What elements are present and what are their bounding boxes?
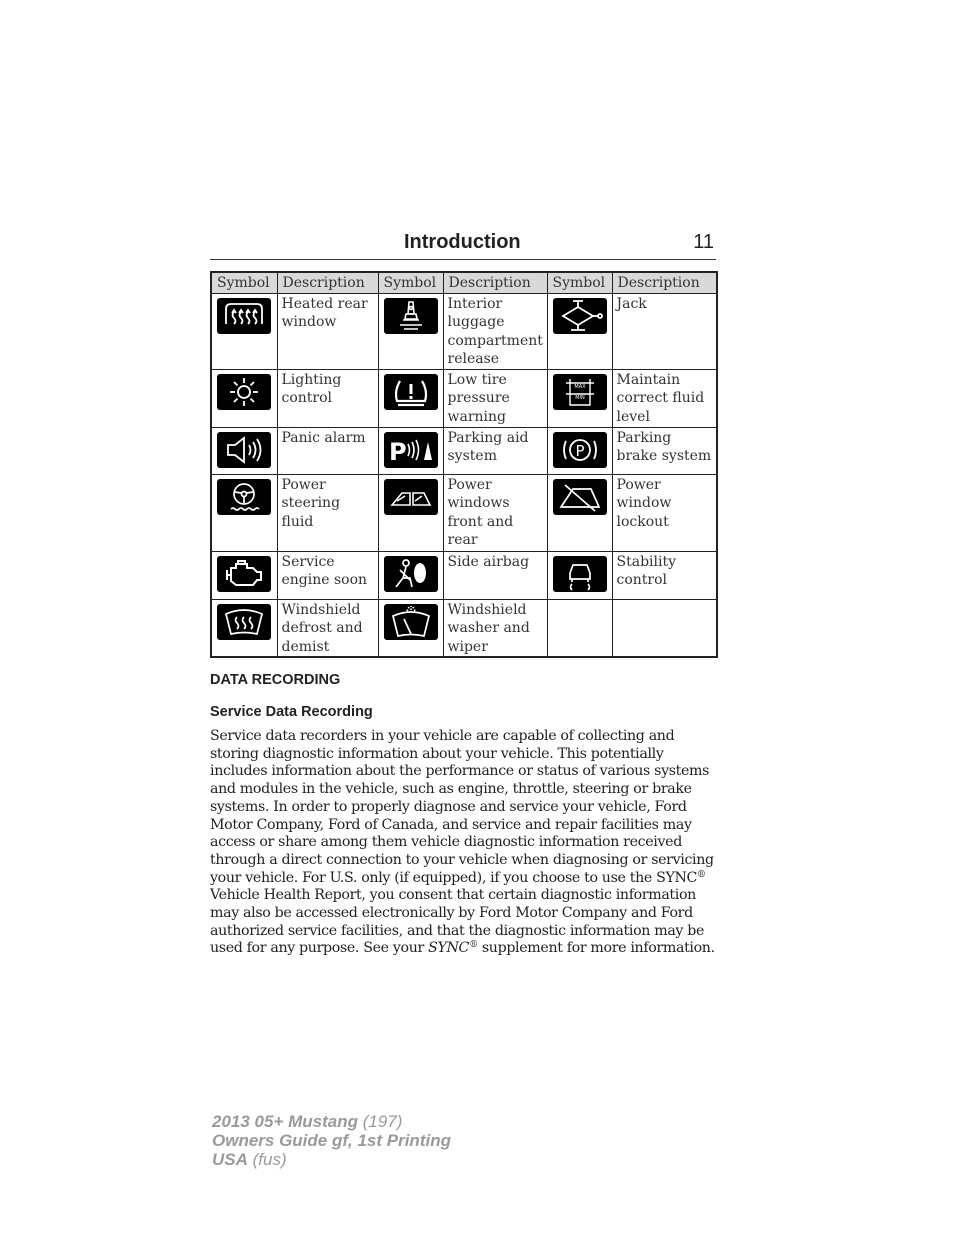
fluid-min-label: MIN xyxy=(574,394,585,401)
table-cell: Windshield washer and wiper xyxy=(443,599,547,657)
table-cell: Heated rear window xyxy=(277,293,378,369)
column-header: Description xyxy=(612,272,717,293)
table-row xyxy=(211,293,717,369)
footer-code: (197) xyxy=(358,1112,403,1131)
panic-alarm-icon xyxy=(217,432,271,468)
fluid-max-label: MAX xyxy=(573,383,586,390)
power-windows-icon xyxy=(384,479,438,515)
empty-cell xyxy=(547,599,612,657)
footer-line-1 xyxy=(212,1112,451,1131)
jack-icon xyxy=(553,298,607,334)
table-cell: Power steering fluid xyxy=(277,474,378,551)
page-title: Introduction xyxy=(404,231,521,253)
table-cell: Stability control xyxy=(612,551,717,599)
interior-luggage-release-icon xyxy=(384,298,438,334)
table-cell: Maintain correct fluid level xyxy=(612,369,717,427)
parking-aid-letter: P xyxy=(388,437,407,466)
column-header: Description xyxy=(277,272,378,293)
windshield-washer-icon xyxy=(384,604,438,640)
window-lockout-icon xyxy=(553,479,607,515)
parking-brake-icon xyxy=(553,432,607,468)
paragraph-text: supplement for more information. xyxy=(477,940,715,957)
table-cell: Low tire pressure warning xyxy=(443,369,547,427)
table-cell: Windshield defrost and demist xyxy=(277,599,378,657)
page-header xyxy=(210,229,716,260)
parking-brake-letter: P xyxy=(574,441,585,460)
section-heading: DATA RECORDING xyxy=(210,672,341,688)
footer-market-code: (fus) xyxy=(247,1150,287,1169)
subsection-heading: Service Data Recording xyxy=(210,704,373,720)
parking-aid-icon xyxy=(384,432,438,468)
paragraph-text: Service data recorders in your vehicle are capable of collecting and storing diagnostic information about your vehicle. This potentially includes information about the performance or status of various systems and modules in the vehicle, such as engine, throttle, steering or brake systems. In order to properly diagnose and service your vehicle, Ford Motor Company, Ford of Canada, and service and repair facilities may access or share among them vehicle diagnostic information received through a direct connection to your vehicle when diagnosing or servicing your vehicle. For U.S. only (if equipped), if you choose to use the SYNC xyxy=(210,728,714,886)
symbols-table xyxy=(210,271,718,658)
empty-cell xyxy=(612,599,717,657)
footer-line-2 xyxy=(212,1131,451,1150)
footer-market: USA xyxy=(212,1150,248,1169)
column-header: Symbol xyxy=(211,272,277,293)
table-cell: Panic alarm xyxy=(277,427,378,474)
fluid-level-icon xyxy=(553,374,607,410)
column-header: Symbol xyxy=(547,272,612,293)
registered-mark: ® xyxy=(469,940,478,951)
power-steering-fluid-icon xyxy=(217,479,271,515)
table-cell: Jack xyxy=(612,293,717,369)
table-cell: Interior luggage compartment release xyxy=(443,293,547,369)
stability-control-icon xyxy=(553,556,607,592)
footer-edition: Owners Guide gf, 1st Printing xyxy=(212,1131,451,1150)
page-number: 11 xyxy=(693,231,714,253)
lighting-control-icon xyxy=(217,374,271,410)
table-row xyxy=(211,427,717,474)
table-header-row xyxy=(211,272,717,293)
table-row xyxy=(211,369,717,427)
table-row xyxy=(211,551,717,599)
table-cell: Side airbag xyxy=(443,551,547,599)
table-cell: Parking aid system xyxy=(443,427,547,474)
table-cell: Service engine soon xyxy=(277,551,378,599)
table-cell: Power window lockout xyxy=(612,474,717,551)
heated-rear-window-icon xyxy=(217,298,271,334)
table-cell: Lighting control xyxy=(277,369,378,427)
service-engine-icon xyxy=(217,556,271,592)
body-paragraph xyxy=(210,728,720,958)
low-tire-pressure-icon xyxy=(384,374,438,410)
column-header: Symbol xyxy=(378,272,443,293)
column-header: Description xyxy=(443,272,547,293)
page-footer xyxy=(212,1112,451,1169)
side-airbag-icon xyxy=(384,556,438,592)
windshield-defrost-icon xyxy=(217,604,271,640)
sync-term: SYNC xyxy=(428,940,470,957)
footer-line-3 xyxy=(212,1150,451,1169)
table-row xyxy=(211,474,717,551)
footer-model: 2013 05+ Mustang xyxy=(212,1112,358,1131)
paragraph-text: Vehicle Health Report, you consent that certain diagnostic information may also be accessed electronically by Ford Motor Company and Ford authorized service facilities, and that the diagnostic information may be used for any purpose. See your xyxy=(210,887,705,957)
table-row xyxy=(211,599,717,657)
registered-mark: ® xyxy=(697,869,706,880)
table-cell: Power windows front and rear xyxy=(443,474,547,551)
table-cell: Parking brake system xyxy=(612,427,717,474)
